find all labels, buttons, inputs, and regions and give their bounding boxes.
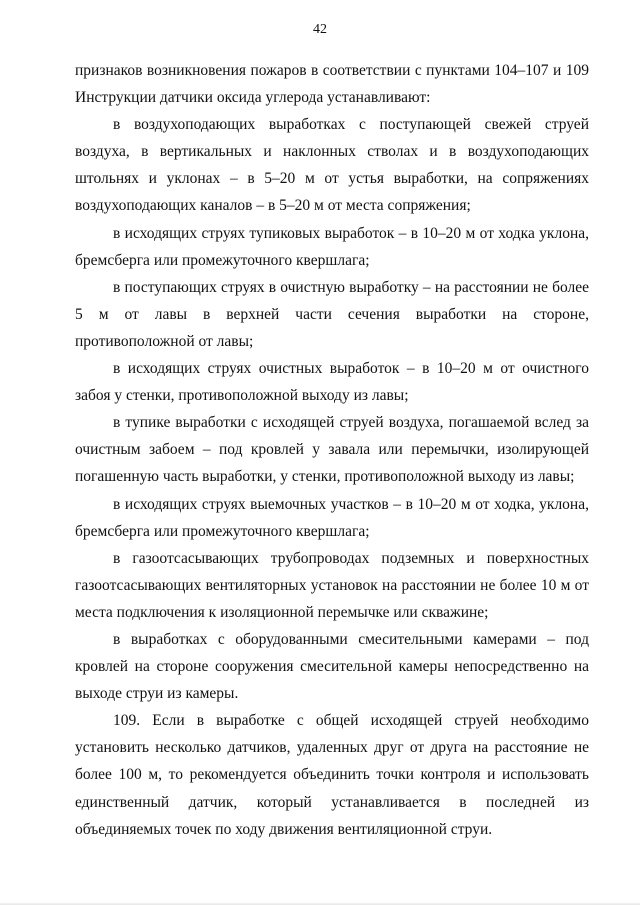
paragraph-dead-end-workings: в исходящих струях тупиковых выработок – в 10–20 м от ходка уклона, бремсберга или промежуточного квершлага;: [75, 224, 589, 269]
paragraph-mixing-chambers: в выработках с оборудованными смесительными камерами – под кровлей на стороне сооружения смесительной камеры непосредственно на выходе струи из камеры.: [75, 630, 589, 703]
paragraph-intake-workings: в воздухоподающих выработках с поступающей свежей струей воздуха, в вертикальных и наклонных стволах и в воздухоподающих штольнях и уклонах – в 5–20 м от устья выработки, на сопряжениях воздухоподающих каналов – в 5–20 м от места сопряжения;: [75, 116, 589, 215]
paragraph-gas-pipelines: в газоотсасывающих трубопроводах подземных и поверхностных газоотсасывающих вентиляторных установок на расстоянии не более 10 м от места подключения к изоляционной перемычке или скважине;: [75, 549, 589, 621]
page-number: 42: [313, 22, 327, 37]
paragraph-intro-continuation: признаков возникновения пожаров в соответствии с пунктами 104–107 и 109 Инструкции датчики оксида углерода устанавливают:: [75, 62, 589, 107]
paragraph-outgoing-face: в исходящих струях очистных выработок – в 10–20 м от очистного забоя у стенки, противоположной выходу из лавы;: [75, 360, 589, 405]
paragraph-extraction-sections: в исходящих струях выемочных участков – в 10–20 м от ходка, уклона, бремсберга или промежуточного квершлага;: [75, 495, 589, 540]
paragraph-incoming-to-face: в поступающих струях в очистную выработку – на расстоянии не более 5 м от лавы в верхней части сечения выработки на стороне, противоположной от лавы;: [75, 278, 589, 350]
paragraph-item-109: 109. Если в выработке с общей исходящей струей необходимо установить несколько датчиков, удаленных друг от друга на расстояние не более 100 м, то рекомендуется объединить точки контроля и использовать единственный датчик, который устанавливается в последней из объединяемых точек по ходу движения вентиляционной струи.: [75, 712, 589, 838]
document-body: [75, 57, 589, 843]
paragraph-dead-end-behind-face: в тупике выработки с исходящей струей воздуха, погашаемой вслед за очистным забоем – под кровлей у завала или перемычки, изолирующей погашенную часть выработки, у стенки, противоположной выходу из лавы;: [75, 414, 589, 486]
